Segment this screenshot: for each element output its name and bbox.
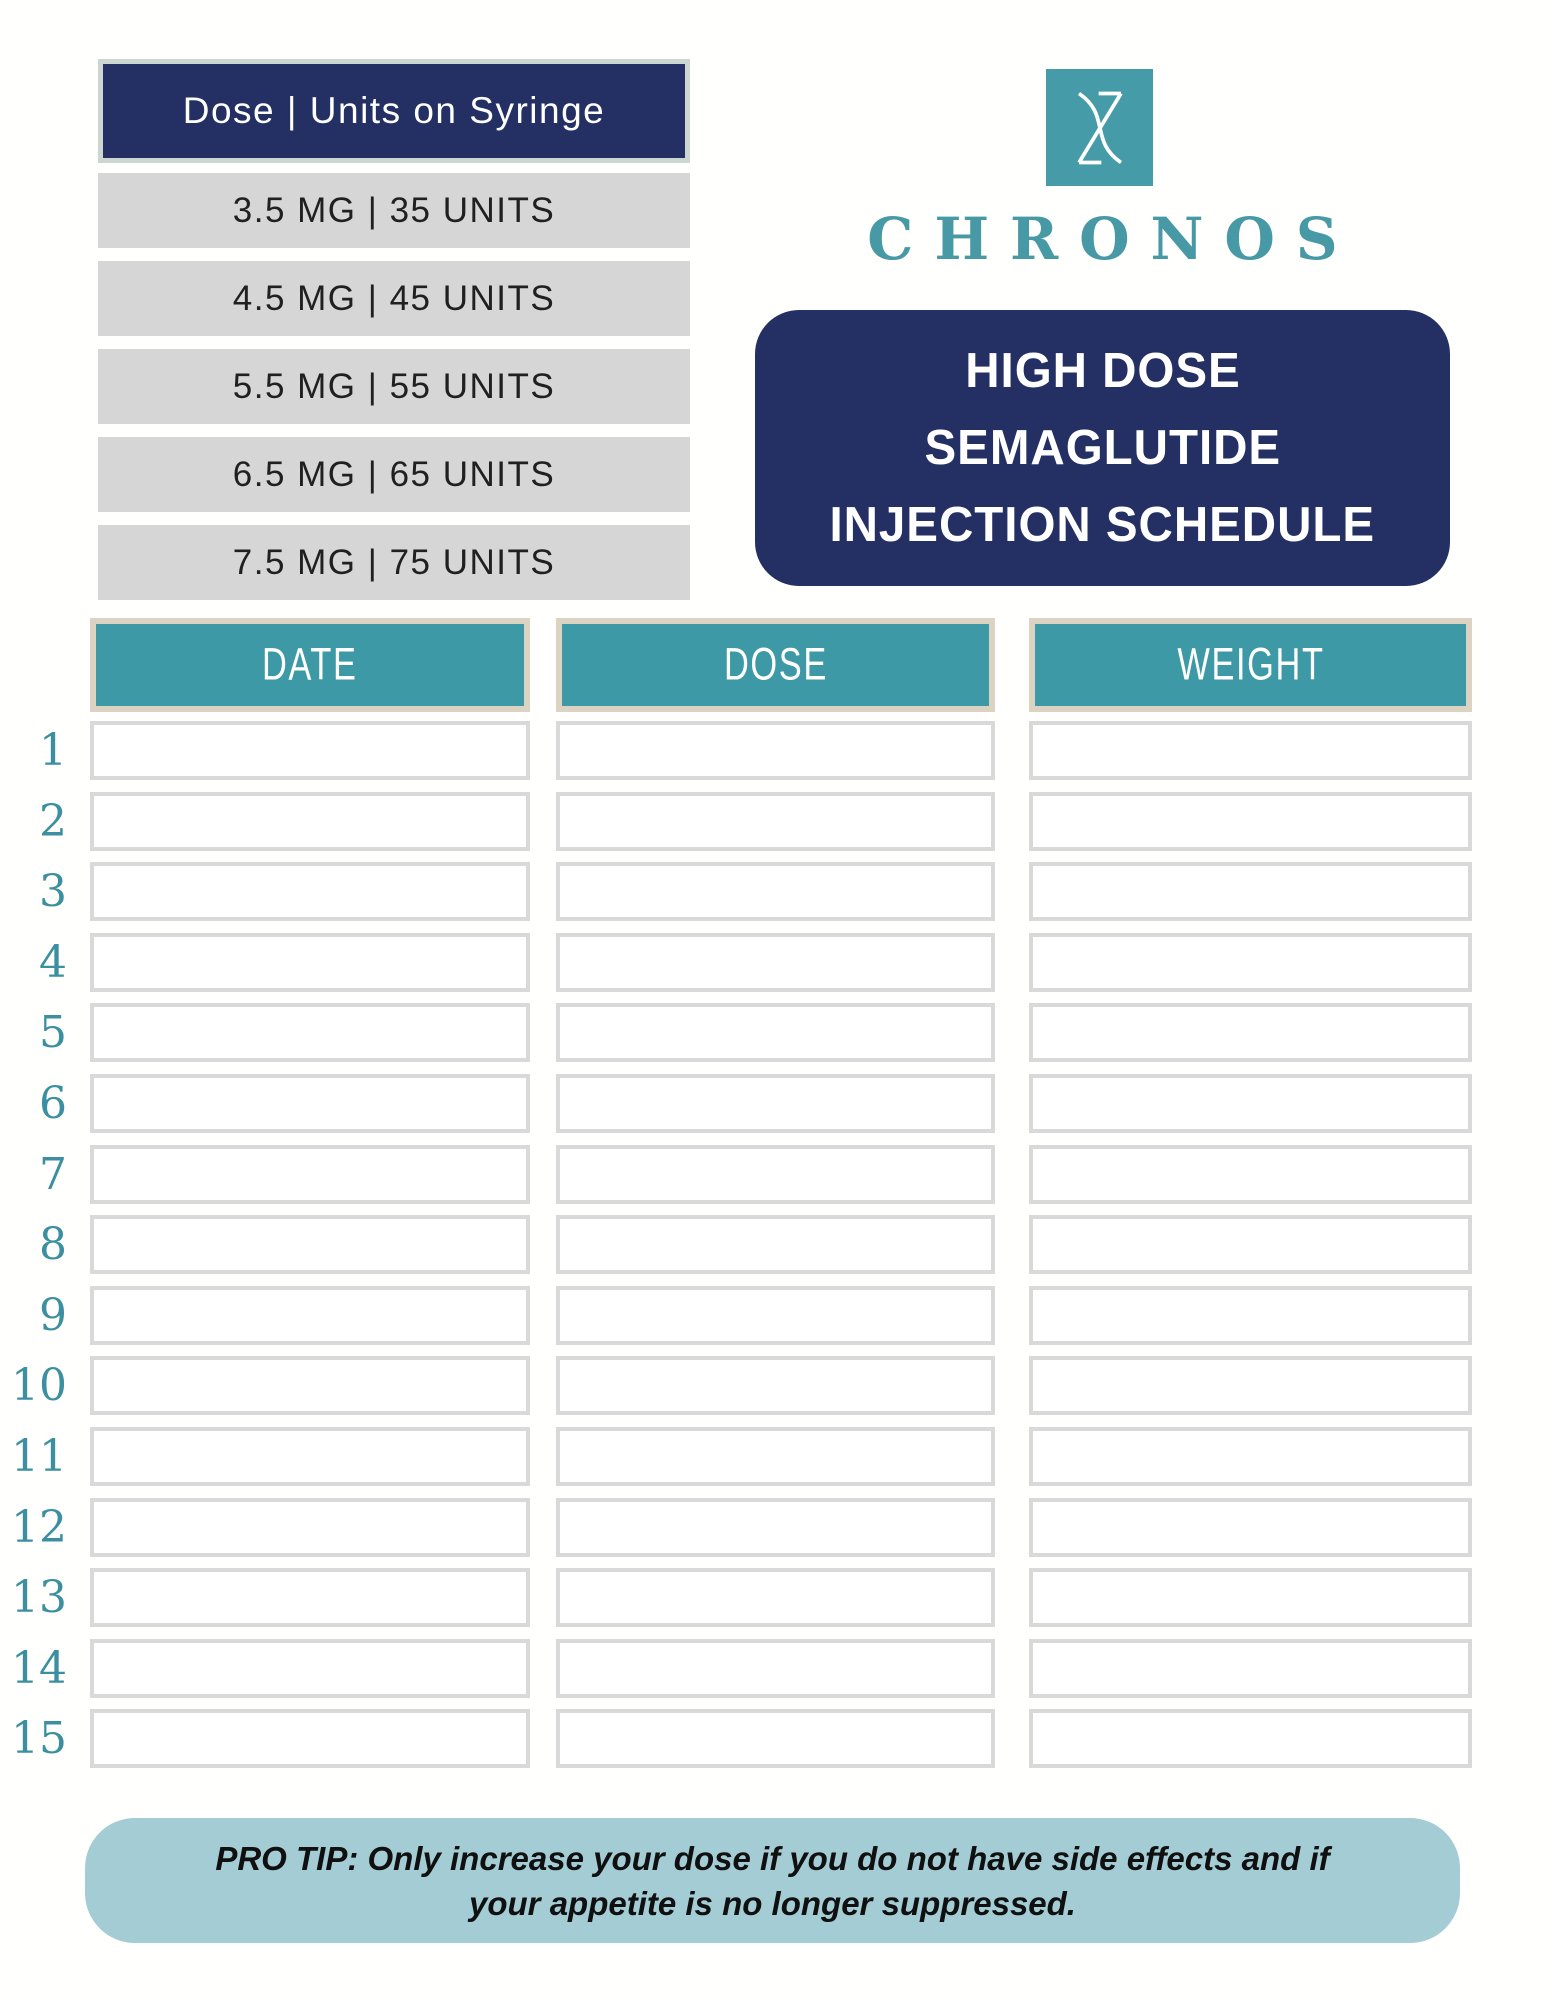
dose-reference-table — [98, 59, 690, 613]
date-input-row-12[interactable] — [90, 1498, 530, 1557]
dose-input-row-13[interactable] — [556, 1568, 995, 1627]
row-number: 7 — [39, 1148, 67, 1200]
column-header-weight-label: WEIGHT — [1176, 639, 1325, 690]
weight-input-row-13[interactable] — [1029, 1568, 1472, 1627]
dose-input-row-9[interactable] — [556, 1286, 995, 1345]
row-number: 9 — [39, 1289, 67, 1341]
dose-input-row-1[interactable] — [556, 721, 995, 780]
weight-input-row-9[interactable] — [1029, 1286, 1472, 1345]
dose-input-row-7[interactable] — [556, 1145, 995, 1204]
date-input-row-6[interactable] — [90, 1074, 530, 1133]
dose-input-row-4[interactable] — [556, 933, 995, 992]
row-number: 8 — [39, 1219, 67, 1271]
dose-input-row-3[interactable] — [556, 862, 995, 921]
date-input-row-4[interactable] — [90, 933, 530, 992]
date-input-row-7[interactable] — [90, 1145, 530, 1204]
weight-input-row-11[interactable] — [1029, 1427, 1472, 1486]
weight-input-row-3[interactable] — [1029, 862, 1472, 921]
date-input-row-15[interactable] — [90, 1709, 530, 1768]
row-number: 5 — [39, 1007, 67, 1059]
schedule-row — [0, 1498, 1545, 1557]
weight-input-row-5[interactable] — [1029, 1003, 1472, 1062]
row-number: 14 — [11, 1642, 67, 1694]
row-number: 12 — [11, 1501, 67, 1553]
chronos-logo — [1046, 69, 1153, 186]
column-header-date — [90, 618, 530, 712]
date-input-row-10[interactable] — [90, 1356, 530, 1415]
row-number: 2 — [39, 795, 67, 847]
schedule-row — [0, 721, 1545, 780]
dose-reference-row: 3.5 MG | 35 UNITS — [98, 173, 690, 248]
column-header-dose-label: DOSE — [723, 639, 828, 690]
brand-name: CHRONOS — [867, 205, 1359, 273]
schedule-row — [0, 933, 1545, 992]
dose-input-row-6[interactable] — [556, 1074, 995, 1133]
dose-input-row-15[interactable] — [556, 1709, 995, 1768]
page-title-line: SEMAGLUTIDE — [924, 420, 1281, 475]
row-number: 11 — [11, 1430, 67, 1482]
weight-input-row-10[interactable] — [1029, 1356, 1472, 1415]
dose-reference-header — [98, 59, 690, 163]
schedule-row — [0, 1709, 1545, 1768]
weight-input-row-4[interactable] — [1029, 933, 1472, 992]
date-input-row-5[interactable] — [90, 1003, 530, 1062]
date-input-row-3[interactable] — [90, 862, 530, 921]
weight-input-row-15[interactable] — [1029, 1709, 1472, 1768]
schedule-row — [0, 1427, 1545, 1486]
dose-reference-header-label: Dose | Units on Syringe — [182, 90, 606, 131]
dose-input-row-10[interactable] — [556, 1356, 995, 1415]
row-number: 6 — [39, 1077, 67, 1129]
page-title — [755, 310, 1450, 586]
weight-input-row-6[interactable] — [1029, 1074, 1472, 1133]
row-number: 10 — [11, 1360, 67, 1412]
row-number: 1 — [39, 725, 67, 776]
schedule-row — [0, 1215, 1545, 1274]
pro-tip-text: PRO TIP: Only increase your dose if you do not have side effects and if — [215, 1839, 1330, 1877]
schedule-row — [0, 1003, 1545, 1062]
date-input-row-9[interactable] — [90, 1286, 530, 1345]
dose-reference-row: 4.5 MG | 45 UNITS — [98, 261, 690, 336]
dose-reference-row: 6.5 MG | 65 UNITS — [98, 437, 690, 512]
row-number: 13 — [11, 1572, 67, 1624]
row-number: 15 — [11, 1713, 67, 1765]
dose-reference-rows — [98, 173, 690, 600]
weight-input-row-7[interactable] — [1029, 1145, 1472, 1204]
dose-input-row-11[interactable] — [556, 1427, 995, 1486]
dose-input-row-12[interactable] — [556, 1498, 995, 1557]
dose-input-row-14[interactable] — [556, 1639, 995, 1698]
schedule-row — [0, 1286, 1545, 1345]
schedule-row — [0, 792, 1545, 851]
column-header-date-label: DATE — [262, 639, 358, 690]
schedule-row — [0, 1639, 1545, 1698]
schedule-row — [0, 1568, 1545, 1627]
date-input-row-11[interactable] — [90, 1427, 530, 1486]
page-title-line: INJECTION SCHEDULE — [829, 497, 1376, 552]
pro-tip-text: your appetite is no longer suppressed. — [469, 1884, 1076, 1922]
schedule-row — [0, 1145, 1545, 1204]
dose-input-row-2[interactable] — [556, 792, 995, 851]
weight-input-row-12[interactable] — [1029, 1498, 1472, 1557]
dose-input-row-8[interactable] — [556, 1215, 995, 1274]
date-input-row-14[interactable] — [90, 1639, 530, 1698]
pro-tip-banner — [85, 1818, 1460, 1943]
column-header-weight — [1029, 618, 1472, 712]
dose-reference-row: 7.5 MG | 75 UNITS — [98, 525, 690, 600]
date-input-row-2[interactable] — [90, 792, 530, 851]
schedule-row — [0, 1074, 1545, 1133]
date-input-row-1[interactable] — [90, 721, 530, 780]
weight-input-row-14[interactable] — [1029, 1639, 1472, 1698]
weight-input-row-2[interactable] — [1029, 792, 1472, 851]
weight-input-row-1[interactable] — [1029, 721, 1472, 780]
row-number: 4 — [39, 936, 67, 988]
weight-input-row-8[interactable] — [1029, 1215, 1472, 1274]
date-input-row-8[interactable] — [90, 1215, 530, 1274]
hourglass-icon — [1077, 90, 1123, 166]
dose-input-row-5[interactable] — [556, 1003, 995, 1062]
schedule-row — [0, 1356, 1545, 1415]
column-header-dose — [556, 618, 995, 712]
schedule-row — [0, 862, 1545, 921]
page-title-line: HIGH DOSE — [964, 343, 1241, 398]
dose-reference-row: 5.5 MG | 55 UNITS — [98, 349, 690, 424]
schedule-rows — [0, 721, 1545, 1780]
date-input-row-13[interactable] — [90, 1568, 530, 1627]
row-number: 3 — [39, 866, 67, 918]
